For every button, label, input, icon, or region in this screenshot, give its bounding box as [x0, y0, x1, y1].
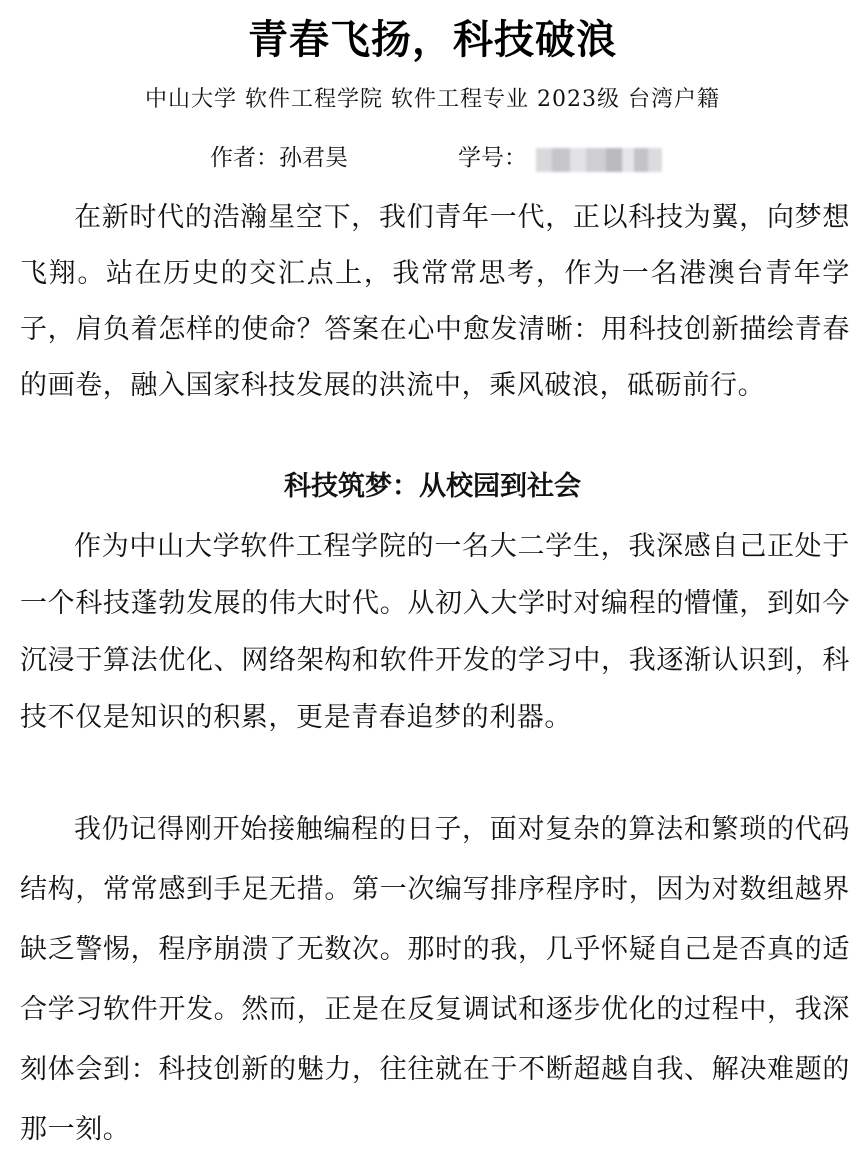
document-title: 青春飞扬，科技破浪	[248, 17, 617, 63]
redacted-student-id	[536, 148, 662, 172]
intro-paragraph: 在新时代的浩瀚星空下，我们青年一代，正以科技为翼，向梦想飞翔。站在历史的交汇点上，我常常思考，作为一名港澳台青年学子，肩负着怎样的使命？答案在心中愈发清晰：用科技创新描绘青春的画卷，融入国家科技发展的洪流中，乘风破浪，砥砺前行。	[20, 202, 850, 401]
student-id-label: 学号：	[458, 145, 527, 171]
section-heading: 科技筑梦：从校园到社会	[284, 471, 581, 502]
section-paragraph: 作为中山大学软件工程学院的一名大二学生，我深感自己正处于一个科技蓬勃发展的伟大时代。从初入大学时对编程的懵懂，到如今沉浸于算法优化、网络架构和软件开发的学习中，我逐渐认识到，科技不仅是知识的积累，更是青春追梦的利器。	[20, 531, 850, 733]
author-label: 作者：孙君昊	[210, 145, 348, 171]
section-paragraph: 我仍记得刚开始接触编程的日子，面对复杂的算法和繁琐的代码结构，常常感到手足无措。第一次编写排序程序时，因为对数组越界缺乏警惕，程序崩溃了无数次。那时的我，几乎怀疑自己是否真的适合学习软件开发。然而，正是在反复调试和逐步优化的过程中，我深刻体会到：科技创新的魅力，往往就在于不断超越自我、解决难题的那一刻。	[20, 814, 850, 1145]
document-subtitle: 中山大学 软件工程学院 软件工程专业 2023级 台湾户籍	[145, 87, 720, 112]
